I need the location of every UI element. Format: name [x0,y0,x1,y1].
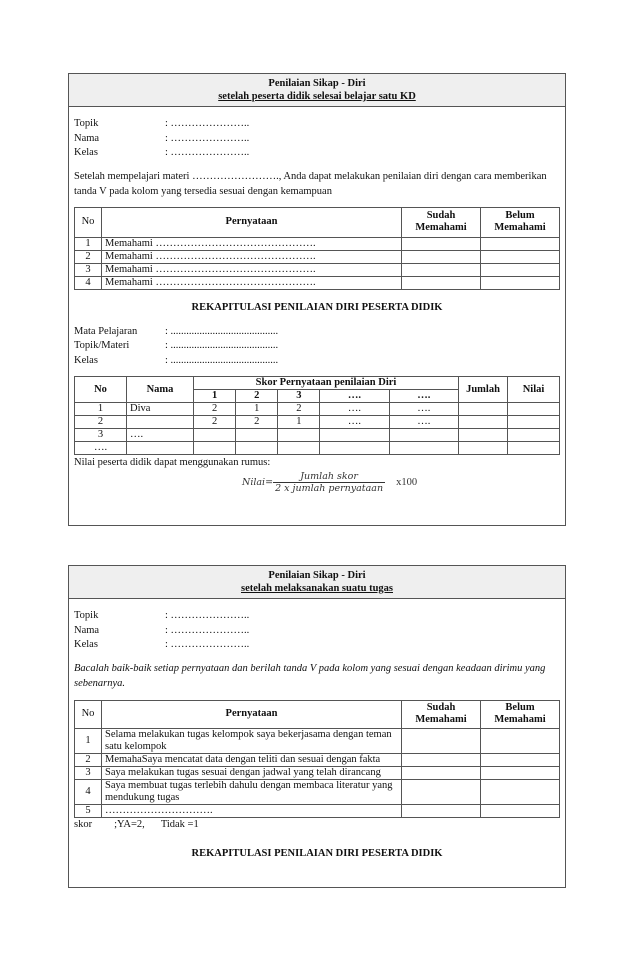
table-row: 1 Memahami ………………………………………. [75,237,560,250]
check-cell[interactable] [402,237,481,250]
check-cell[interactable] [481,804,560,817]
self-assessment-box-2 [68,565,566,888]
check-cell[interactable] [481,779,560,804]
table-row: 3 Saya melakukan tugas sesuai dengan jadwal yang telah dirancang [75,766,560,779]
check-cell[interactable] [481,753,560,766]
table-row: 1 Diva 2 1 2 …. …. [75,403,560,416]
rekap-sub-1: 1 [194,390,236,403]
table-row: 4 Memahami ………………………………………. [75,276,560,289]
box-1-subtitle: setelah peserta didik selesai belajar satu KD [218,91,416,102]
rekap-col-nama: Nama [127,377,194,403]
field-nama: Nama : ………………….. [74,132,250,144]
score-formula: Nilai= $\frac{\text{Jumlah skor}}{\text{2 x jumlah pernyataan}}$ x100 [242,471,418,494]
check-cell[interactable] [402,728,481,753]
check-cell[interactable] [402,753,481,766]
check-cell[interactable] [481,263,560,276]
box-2-header [69,566,565,599]
field-kelas: Kelas : ………………….. [74,147,250,158]
rekap-sub-4: …. [320,390,389,403]
check-cell[interactable] [402,263,481,276]
col-pernyataan: Pernyataan [102,207,402,237]
col-belum: Belum Memahami [481,207,560,237]
rekap-col-nilai: Nilai [508,377,560,403]
check-cell[interactable] [402,276,481,289]
table-row: 3 Memahami ………………………………………. [75,263,560,276]
check-cell[interactable] [481,276,560,289]
table-row: 5 …………………………. [75,804,560,817]
rekap-field-kelas: Kelas : ......................................... [74,354,279,366]
field-topik: Topik : ………………….. [74,118,250,129]
table-row: 4 Saya membuat tugas terlebih dahulu dengan membaca literatur yang mendukung tugas [75,779,560,804]
rekap-sub-5: …. [389,390,458,403]
statement-table [74,700,560,818]
box-2-subtitle: setelah melaksanakan suatu tugas [241,583,393,594]
statement-table [74,207,560,290]
col-pernyataan: Pernyataan [102,700,402,728]
rekap-sub-3: 3 [278,390,320,403]
check-cell[interactable] [481,766,560,779]
field-nama: Nama : ………………….. [74,624,250,636]
table-row: …. [75,442,560,455]
box-1-header [69,74,565,107]
table-row: 2 MemahaSaya mencatat data dengan teliti dan sesuai dengan fakta [75,753,560,766]
check-cell[interactable] [402,766,481,779]
box-2-title: Penilaian Sikap - Diri [268,570,366,581]
rekap-col-jumlah: Jumlah [459,377,508,403]
table-row: 2 2 2 1 …. …. [75,416,560,429]
formula-note: Nilai peserta didik dapat menggunakan rumus: [74,457,271,468]
check-cell[interactable] [481,728,560,753]
self-assessment-box-1 [68,73,566,526]
check-cell[interactable] [402,779,481,804]
col-sudah: Sudah Memahami [402,700,481,728]
rekap-title-2: REKAPITULASI PENILAIAN DIRI PESERTA DIDIK [191,847,443,859]
rekap-col-no: No [75,377,127,403]
check-cell[interactable] [402,250,481,263]
rekap-field-mapel: Mata Pelajaran : ......................................... [74,325,279,337]
field-kelas: Kelas : ………………….. [74,639,250,650]
rekap-sub-2: 2 [236,390,278,403]
table-row: 1 Selama melakukan tugas kelompok saya bekerjasama dengan teman satu kelompok [75,728,560,753]
rekap-col-skor: Skor Pernyataan penilaian Diri [194,377,459,390]
rekap-title-1: REKAPITULASI PENILAIAN DIRI PESERTA DIDIK [191,301,443,313]
col-sudah: Sudah Memahami [402,207,481,237]
field-topik: Topik : ………………….. [74,610,250,621]
table-row: 3 …. [75,429,560,442]
score-note: skor ;YA=2, Tidak =1 [74,818,199,830]
check-cell[interactable] [481,250,560,263]
rekap-field-topik: Topik/Materi : ......................................... [74,340,279,351]
box-1-title: Penilaian Sikap - Diri [268,78,366,89]
table-row: 2 Memahami ………………………………………. [75,250,560,263]
instruction-text: Setelah mempelajari materi ……………………., Anda dapat melakukan penilaian diri dengan cara memberikan tanda V pada kolom yang tersedia sesuai dengan kemampuan [74,170,547,197]
col-no: No [75,700,102,728]
col-belum: Belum Memahami [481,700,560,728]
rekap-table [74,376,560,455]
instruction-text: Bacalah baik-baik setiap pernyataan dan berilah tanda V pada kolom yang sesuai dengan keadaan dirimu yang sebenarnya. [74,662,546,689]
check-cell[interactable] [481,237,560,250]
col-no: No [75,207,102,237]
check-cell[interactable] [402,804,481,817]
